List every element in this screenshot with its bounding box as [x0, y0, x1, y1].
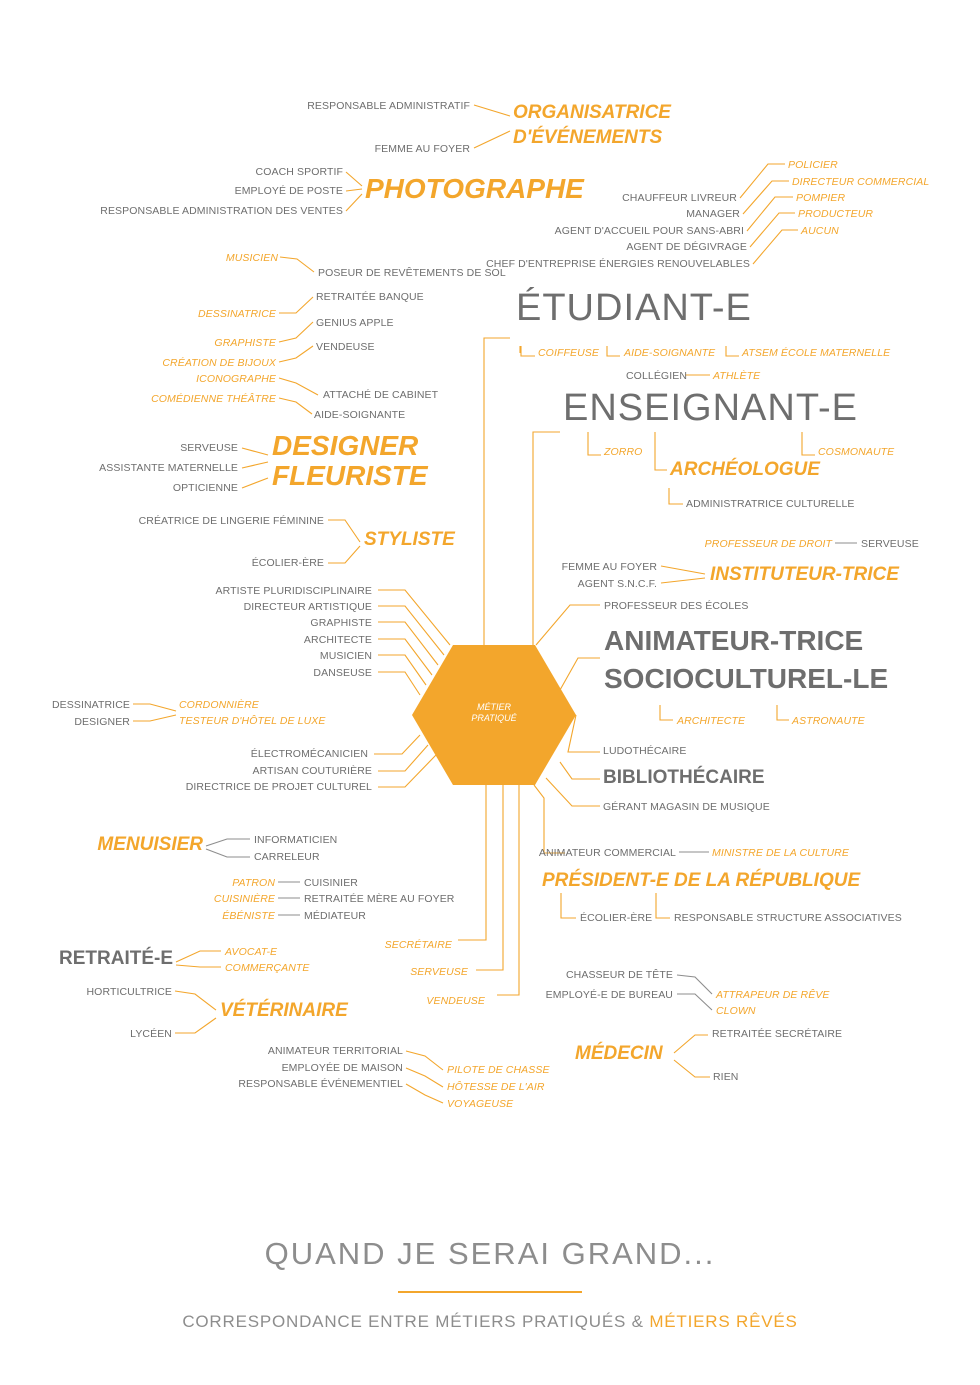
- connector-line: [660, 705, 673, 720]
- job-label-bibliothecaire: BIBLIOTHÉCAIRE: [603, 767, 765, 788]
- job-label-zorro: ZORRO: [604, 446, 643, 458]
- job-label-cuisiniere: CUISINIÈRE: [213, 893, 275, 905]
- job-label-artisan-couturiere: ARTISAN COUTURIÈRE: [252, 765, 372, 777]
- connector-line: [677, 975, 712, 994]
- connector-line: [346, 194, 362, 211]
- job-label-electromecanicien: ÉLECTROMÉCANICIEN: [250, 748, 368, 760]
- job-label-directrice-de-projet-culturel: DIRECTRICE DE PROJET CULTUREL: [185, 781, 372, 793]
- job-label-athlete: ATHLÈTE: [713, 370, 761, 382]
- job-label-musicien: MUSICIEN: [319, 650, 372, 662]
- job-label-poseur-de-revetements-de-sol: POSEUR DE REVÊTEMENTS DE SOL: [318, 267, 506, 279]
- job-label-retraitee-secretaire: RETRAITÉE SECRÉTAIRE: [712, 1028, 843, 1040]
- job-label-chauffeur-livreur: CHAUFFEUR LIVREUR: [622, 192, 737, 204]
- job-label-pompier: POMPIER: [796, 192, 846, 204]
- connector-line: [536, 605, 600, 645]
- job-label-atsem-ecole-maternelle: ATSEM ÉCOLE MATERNELLE: [742, 347, 891, 359]
- job-label-organisatrice: ORGANISATRICE: [513, 102, 671, 123]
- job-label-agent-s-n-c-f: AGENT S.N.C.F.: [577, 578, 657, 590]
- connector-line: [726, 346, 739, 356]
- job-label-ebeniste: ÉBÉNISTE: [222, 910, 275, 922]
- job-label-femme-au-foyer: FEMME AU FOYER: [374, 143, 470, 155]
- connector-line: [176, 951, 221, 962]
- job-label-cordonniere: CORDONNIÈRE: [179, 699, 259, 711]
- connector-line: [280, 257, 314, 272]
- job-label-producteur: PRODUCTEUR: [798, 208, 874, 220]
- job-label-policier: POLICIER: [788, 159, 838, 171]
- job-label-pilote-de-chasse: PILOTE DE CHASSE: [447, 1064, 550, 1076]
- job-label-carreleur: CARRELEUR: [254, 851, 320, 863]
- connector-line: [346, 172, 362, 186]
- job-label-danseuse: DANSEUSE: [313, 667, 372, 679]
- job-label-professeur-des-ecoles: PROFESSEUR DES ÉCOLES: [604, 600, 749, 612]
- connector-line: [656, 893, 670, 918]
- footer-divider: [398, 1291, 582, 1293]
- job-label-enseignant-e: ENSEIGNANT-E: [563, 387, 858, 429]
- connector-line: [406, 1084, 443, 1103]
- connector-line: [674, 1060, 710, 1077]
- job-label-ministre-de-la-culture: MINISTRE DE LA CULTURE: [712, 847, 849, 859]
- job-label-menuisier: MENUISIER: [97, 834, 203, 855]
- job-label-serveuse: SERVEUSE: [410, 966, 468, 978]
- job-label-instituteur-trice: INSTITUTEUR-TRICE: [710, 564, 899, 585]
- connector-line: [533, 432, 560, 645]
- connector-line: [279, 378, 318, 395]
- job-label-architecte: ARCHITECTE: [303, 634, 372, 646]
- connector-line: [661, 566, 705, 574]
- connector-line: [279, 346, 313, 362]
- job-label-cosmonaute: COSMONAUTE: [818, 446, 895, 458]
- job-label-employe-e-de-bureau: EMPLOYÉ-E DE BUREAU: [545, 989, 673, 1001]
- connector-line: [521, 346, 535, 356]
- job-label-animateur-commercial: ANIMATEUR COMMERCIAL: [538, 847, 676, 859]
- connector-line: [176, 965, 221, 967]
- job-label-directeur-commercial: DIRECTEUR COMMERCIAL: [792, 176, 930, 188]
- connector-line: [534, 785, 565, 853]
- job-label-serveuse: SERVEUSE: [861, 538, 919, 550]
- job-label-vendeuse: VENDEUSE: [426, 995, 485, 1007]
- connector-line: [484, 338, 510, 645]
- job-label-lyceen: LYCÉEN: [130, 1028, 172, 1040]
- footer-subtitle-start: CORRESPONDANCE ENTRE MÉTIERS PRATIQUÉS &: [182, 1312, 644, 1331]
- connector-line: [346, 189, 362, 191]
- job-label-coiffeuse: COIFFEUSE: [538, 347, 599, 359]
- job-label-informaticien: INFORMATICIEN: [254, 834, 338, 846]
- connector-line: [175, 991, 216, 1010]
- job-label-dessinatrice: DESSINATRICE: [197, 308, 276, 320]
- job-label-veterinaire: VÉTÉRINAIRE: [220, 1000, 348, 1021]
- job-label-mediateur: MÉDIATEUR: [304, 910, 366, 922]
- job-label-creatrice-de-lingerie-feminine: CRÉATRICE DE LINGERIE FÉMININE: [138, 515, 324, 527]
- job-label-collegien: COLLÉGIEN: [626, 370, 688, 382]
- job-label-designer: DESIGNER: [74, 716, 130, 728]
- job-label-architecte: ARCHITECTE: [677, 715, 746, 727]
- connector-line: [242, 448, 268, 455]
- job-label-directeur-artistique: DIRECTEUR ARTISTIQUE: [243, 601, 372, 613]
- job-label-patron: PATRON: [232, 877, 275, 889]
- job-label-coach-sportif: COACH SPORTIF: [255, 166, 343, 178]
- job-label-archeologue: ARCHÉOLOGUE: [670, 459, 820, 480]
- job-label-socioculturel-le: SOCIOCULTUREL-LE: [604, 663, 889, 694]
- job-label-d-evenements: D'ÉVÉNEMENTS: [513, 127, 663, 148]
- job-label-styliste: STYLISTE: [364, 529, 455, 550]
- job-label-avocat-e: AVOCAT-E: [225, 946, 278, 958]
- job-label-responsable-evenementiel: RESPONSABLE ÉVÉNEMENTIEL: [238, 1078, 403, 1090]
- connector-line: [328, 520, 360, 542]
- connector-line: [802, 432, 815, 455]
- job-label-animateur-trice: ANIMATEUR-TRICE: [604, 625, 864, 656]
- footer-title: QUAND JE SERAI GRAND...: [264, 1236, 716, 1271]
- job-label-rien: RIEN: [713, 1071, 739, 1083]
- job-label-artiste-pluridisciplinaire: ARTISTE PLURIDISCIPLINAIRE: [215, 585, 372, 597]
- job-label-retraite-e: RETRAITÉ-E: [59, 948, 173, 969]
- connector-line: [474, 105, 510, 116]
- connector-line: [474, 131, 510, 148]
- connector-line: [777, 705, 789, 720]
- job-label-responsable-administratif: RESPONSABLE ADMINISTRATIF: [307, 100, 470, 112]
- job-label-comedienne-theatre: COMÉDIENNE THÉÂTRE: [151, 393, 276, 405]
- job-label-responsable-administration-des-ventes: RESPONSABLE ADMINISTRATION DES VENTES: [100, 205, 343, 217]
- connector-line: [279, 297, 313, 313]
- job-label-employee-de-maison: EMPLOYÉE DE MAISON: [281, 1062, 403, 1074]
- footer-subtitle-highlight: MÉTIERS RÊVÉS: [649, 1312, 798, 1331]
- job-label-dessinatrice: DESSINATRICE: [51, 699, 130, 711]
- job-label-responsable-structure-associatives: RESPONSABLE STRUCTURE ASSOCIATIVES: [674, 912, 902, 924]
- job-label-testeur-d-hotel-de-luxe: TESTEUR D'HÔTEL DE LUXE: [179, 715, 326, 727]
- job-label-graphiste: GRAPHISTE: [310, 617, 372, 629]
- connector-line: [674, 1035, 708, 1053]
- job-label-aide-soignante: AIDE-SOIGNANTE: [624, 347, 716, 359]
- connector-line: [497, 785, 519, 995]
- connector-line: [279, 398, 312, 414]
- job-label-commercante: COMMERÇANTE: [225, 962, 310, 974]
- job-label-fleuriste: FLEURISTE: [272, 460, 428, 491]
- job-label-animateur-territorial: ANIMATEUR TERRITORIAL: [267, 1045, 403, 1057]
- job-label-chef-d-entreprise-energies-renouvelables: CHEF D'ENTREPRISE ÉNERGIES RENOUVELABLES: [486, 258, 750, 270]
- connector-line: [677, 994, 712, 1010]
- job-label-graphiste: GRAPHISTE: [214, 337, 276, 349]
- job-label-photographe: PHOTOGRAPHE: [365, 173, 584, 204]
- job-label-retraitee-mere-au-foyer: RETRAITÉE MÈRE AU FOYER: [304, 893, 455, 905]
- job-label-cuisinier: CUISINIER: [304, 877, 358, 889]
- job-label-ecolier-ere: ÉCOLIER-ÈRE: [251, 557, 324, 569]
- job-label-chasseur-de-tete: CHASSEUR DE TÊTE: [565, 969, 673, 981]
- connector-line: [242, 478, 268, 488]
- job-label-ludothecaire: LUDOTHÉCAIRE: [603, 745, 687, 757]
- connector-line: [458, 785, 486, 940]
- hub-label: MÉTIER PRATIQUÉ: [471, 702, 517, 724]
- connector-line: [406, 1051, 443, 1070]
- job-label-opticienne: OPTICIENNE: [172, 482, 238, 494]
- job-label-hotesse-de-l-air: HÔTESSE DE L'AIR: [447, 1081, 545, 1093]
- job-label-attrapeur-de-reve: ATTRAPEUR DE RÊVE: [716, 989, 830, 1001]
- job-label-administratrice-culturelle: ADMINISTRATRICE CULTURELLE: [686, 498, 855, 510]
- connector-line: [133, 715, 176, 721]
- footer-subtitle: [0, 1312, 980, 1332]
- job-label-agent-d-accueil-pour-sans-abri: AGENT D'ACCUEIL POUR SANS-ABRI: [554, 225, 744, 237]
- connector-line: [133, 704, 176, 711]
- job-label-retraitee-banque: RETRAITÉE BANQUE: [316, 291, 424, 303]
- job-label-astronaute: ASTRONAUTE: [792, 715, 865, 727]
- job-label-secretaire: SECRÉTAIRE: [384, 939, 452, 951]
- connector-line: [669, 488, 683, 504]
- job-label-serveuse: SERVEUSE: [180, 442, 238, 454]
- connector-line: [206, 839, 250, 846]
- job-label-designer: DESIGNER: [272, 430, 419, 461]
- job-label-genius-apple: GENIUS APPLE: [316, 317, 394, 329]
- connector-line: [588, 432, 601, 455]
- job-label-manager: MANAGER: [686, 208, 740, 220]
- job-label-agent-de-degivrage: AGENT DE DÉGIVRAGE: [626, 241, 747, 253]
- connector-line: [279, 322, 313, 342]
- job-label-vendeuse: VENDEUSE: [316, 341, 375, 353]
- job-label-aucun: AUCUN: [801, 225, 839, 237]
- job-label-aide-soignante: AIDE-SOIGNANTE: [314, 409, 406, 421]
- connector-line: [406, 1068, 443, 1087]
- connector-line: [242, 462, 268, 468]
- job-label-musicien: MUSICIEN: [225, 252, 278, 264]
- connector-line: [206, 849, 250, 857]
- job-label-gerant-magasin-de-musique: GÉRANT MAGASIN DE MUSIQUE: [603, 801, 770, 813]
- job-label-iconographe: ICONOGRAPHE: [196, 373, 276, 385]
- job-label-ecolier-ere: ÉCOLIER-ÈRE: [580, 912, 653, 924]
- connector-line: [607, 346, 620, 356]
- job-label-horticultrice: HORTICULTRICE: [86, 986, 172, 998]
- connector-line: [476, 785, 503, 970]
- job-label-assistante-maternelle: ASSISTANTE MATERNELLE: [99, 462, 238, 474]
- job-label-president-e-de-la-republique: PRÉSIDENT-E DE LA RÉPUBLIQUE: [542, 870, 861, 891]
- job-label-etudiant-e: ÉTUDIANT-E: [516, 287, 752, 329]
- job-label-medecin: MÉDECIN: [575, 1043, 663, 1064]
- job-label-attache-de-cabinet: ATTACHÉ DE CABINET: [323, 389, 439, 401]
- job-label-voyageuse: VOYAGEUSE: [447, 1098, 514, 1110]
- job-label-creation-de-bijoux: CRÉATION DE BIJOUX: [162, 357, 276, 369]
- job-label-clown: CLOWN: [716, 1005, 756, 1017]
- connector-line: [328, 546, 360, 563]
- connector-line: [655, 432, 667, 470]
- connector-line: [561, 893, 576, 918]
- job-label-femme-au-foyer: FEMME AU FOYER: [561, 561, 657, 573]
- job-label-professeur-de-droit: PROFESSEUR DE DROIT: [704, 538, 832, 550]
- job-label-employe-de-poste: EMPLOYÉ DE POSTE: [234, 185, 343, 197]
- connector-line: [661, 578, 705, 583]
- connector-line: [175, 1018, 216, 1033]
